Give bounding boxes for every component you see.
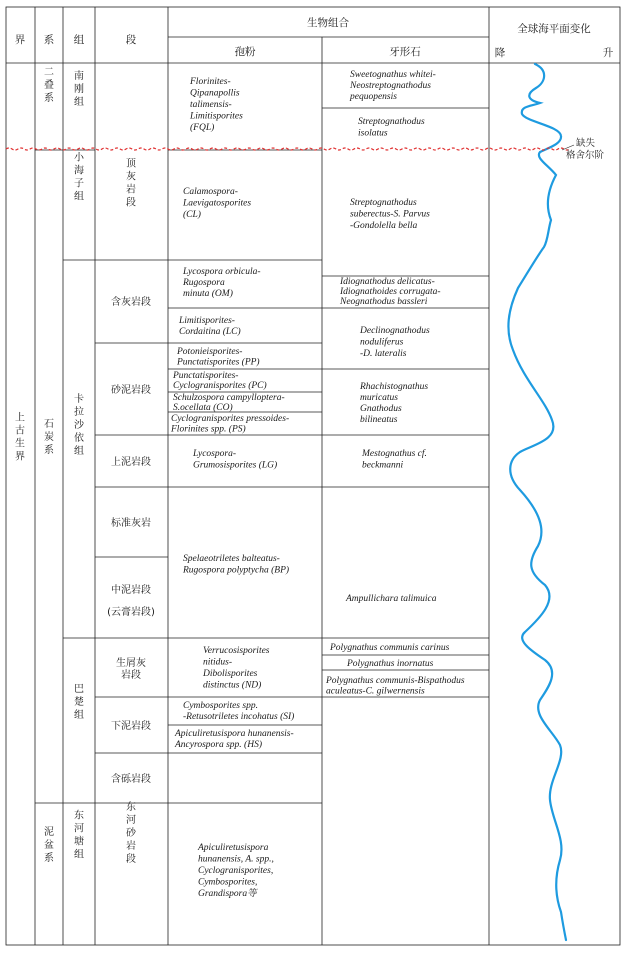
spore-pc: Punctatisporites-Cyclogranisporites (PC) xyxy=(173,371,267,391)
member-dinghui: 顶灰岩段 xyxy=(126,158,136,209)
member-hanhui: 含灰岩段 xyxy=(111,297,151,308)
member-shengxie: 生屑灰岩段 xyxy=(116,658,146,681)
system-devonian: 泥盆系 xyxy=(44,827,54,864)
conodont-c10: Polygnathus inornatus xyxy=(347,659,434,669)
header-fall: 降 xyxy=(494,47,506,59)
header-sea-level: 全球海平面变化 xyxy=(517,23,591,35)
spore-bp: Spelaeotriletes balteatus-Rugospora polyptycha (BP) xyxy=(183,554,290,576)
member-donghe-sha: 东河砂岩段 xyxy=(126,802,136,865)
member-yungao: (云膏岩段) xyxy=(107,607,155,618)
spore-ps: Cyclogranisporites pressoides-Florinites spp. (PS) xyxy=(171,414,290,435)
header-bio: 生物组合 xyxy=(307,17,349,29)
system-permian: 二叠系 xyxy=(44,67,54,104)
system-dividers xyxy=(35,150,63,803)
spore-lc: Limitisporites-Cordaitina (LC) xyxy=(179,316,241,337)
spore-co: Schulzospora campylloptera-S.ocellata (CO) xyxy=(173,393,285,413)
conodont-c2: Streptognathodus isolatus xyxy=(358,117,425,139)
conodont-c11: Polygnathus communis-Bispathodus aculeatus-C. gilwernensis xyxy=(326,676,465,697)
spore-pp: Potonieisporites-Punctatisporites (PP) xyxy=(177,347,260,368)
jie-label xyxy=(15,411,25,463)
formation-bachu: 巴楚组 xyxy=(74,684,84,721)
conodont-c6: Rhachistognathus muricatus Gnathodus bilineatus xyxy=(360,382,429,425)
spore-cl: Calamospora-Laevigatosporites (CL) xyxy=(183,187,252,220)
spore-fql: Florinites-Qipanapollis talimensis-Limitisporites (FQL) xyxy=(190,77,243,133)
conodont-c8: Ampullichara talimuica xyxy=(346,594,437,604)
spore-nd: Verrucosisporites nitidus-Dibolisporites distinctus (ND) xyxy=(203,646,270,691)
conodont-c1: Sweetognathus whitei-Neostreptognathodus pequopensis xyxy=(350,70,436,102)
spore-deep: Apiculiretusispora hunanensis, A. spp., Cyclogranisporites, Cymbosporites, Grandispora等 xyxy=(198,843,274,899)
sea-level-curve xyxy=(508,64,566,940)
header-zu: 组 xyxy=(73,34,85,46)
formation-kalashayi: 卡拉沙依组 xyxy=(74,394,84,457)
conodont-c3: Streptognathodus suberectus-S. Parvus -Gondolella bella xyxy=(350,198,430,231)
spore-om: Lycospora orbicula-Rugospora minuta (OM) xyxy=(183,267,261,299)
header-rise: 升 xyxy=(602,47,614,59)
header-row xyxy=(15,16,614,59)
member-biaozhun: 标准灰岩 xyxy=(111,518,151,529)
conodont-c7: Mestognathus cf. beckmanni xyxy=(362,449,427,471)
member-shangni: 上泥岩段 xyxy=(111,457,151,468)
member-shani: 砂泥岩段 xyxy=(111,385,151,396)
member-hanli: 含砾岩段 xyxy=(111,774,151,785)
member-labels xyxy=(107,158,155,866)
unconformity-label-2: 格舍尔阶 xyxy=(566,150,605,161)
conodont-c4: Idiognathodus delicatus-Idiognathoides corrugata-Neognathodus bassleri xyxy=(340,277,441,307)
member-zhongni: 中泥岩段 xyxy=(111,585,151,596)
jie-char: 上古生界 xyxy=(15,412,25,463)
spore-assemblages xyxy=(170,77,294,899)
spore-hs: Apiculiretusispora hunanensis-Ancyrospora spp. (HS) xyxy=(175,729,294,750)
system-labels xyxy=(44,67,54,864)
conodont-dividers xyxy=(322,108,489,697)
header-duan: 段 xyxy=(125,34,137,46)
formation-donghetang: 东河塘组 xyxy=(74,810,84,861)
conodont-c5: Declinognathodus noduliferus -D. lateralis xyxy=(360,326,430,359)
header-jie: 界 xyxy=(14,34,26,46)
conodont-c9: Polygnathus communis carinus xyxy=(330,643,450,653)
header-conodont: 牙形石 xyxy=(389,46,421,58)
formation-labels xyxy=(74,69,85,861)
formation-nangang: 南刚组 xyxy=(74,71,84,108)
unconformity-label-1: 缺失 xyxy=(576,138,596,149)
header-xi: 系 xyxy=(43,34,55,46)
conodont-assemblages xyxy=(325,70,465,697)
spore-lg: Lycospora-Grumosisporites (LG) xyxy=(193,449,278,471)
spore-si: Cymbosporites spp. -Retusotriletes incohatus (SI) xyxy=(183,701,295,722)
system-carboniferous: 石炭系 xyxy=(44,419,54,456)
table-frame xyxy=(6,7,620,945)
formation-xiaohaizi: 小海子组 xyxy=(74,152,84,203)
header-spore: 孢粉 xyxy=(234,46,256,58)
member-xiani: 下泥岩段 xyxy=(111,721,151,732)
